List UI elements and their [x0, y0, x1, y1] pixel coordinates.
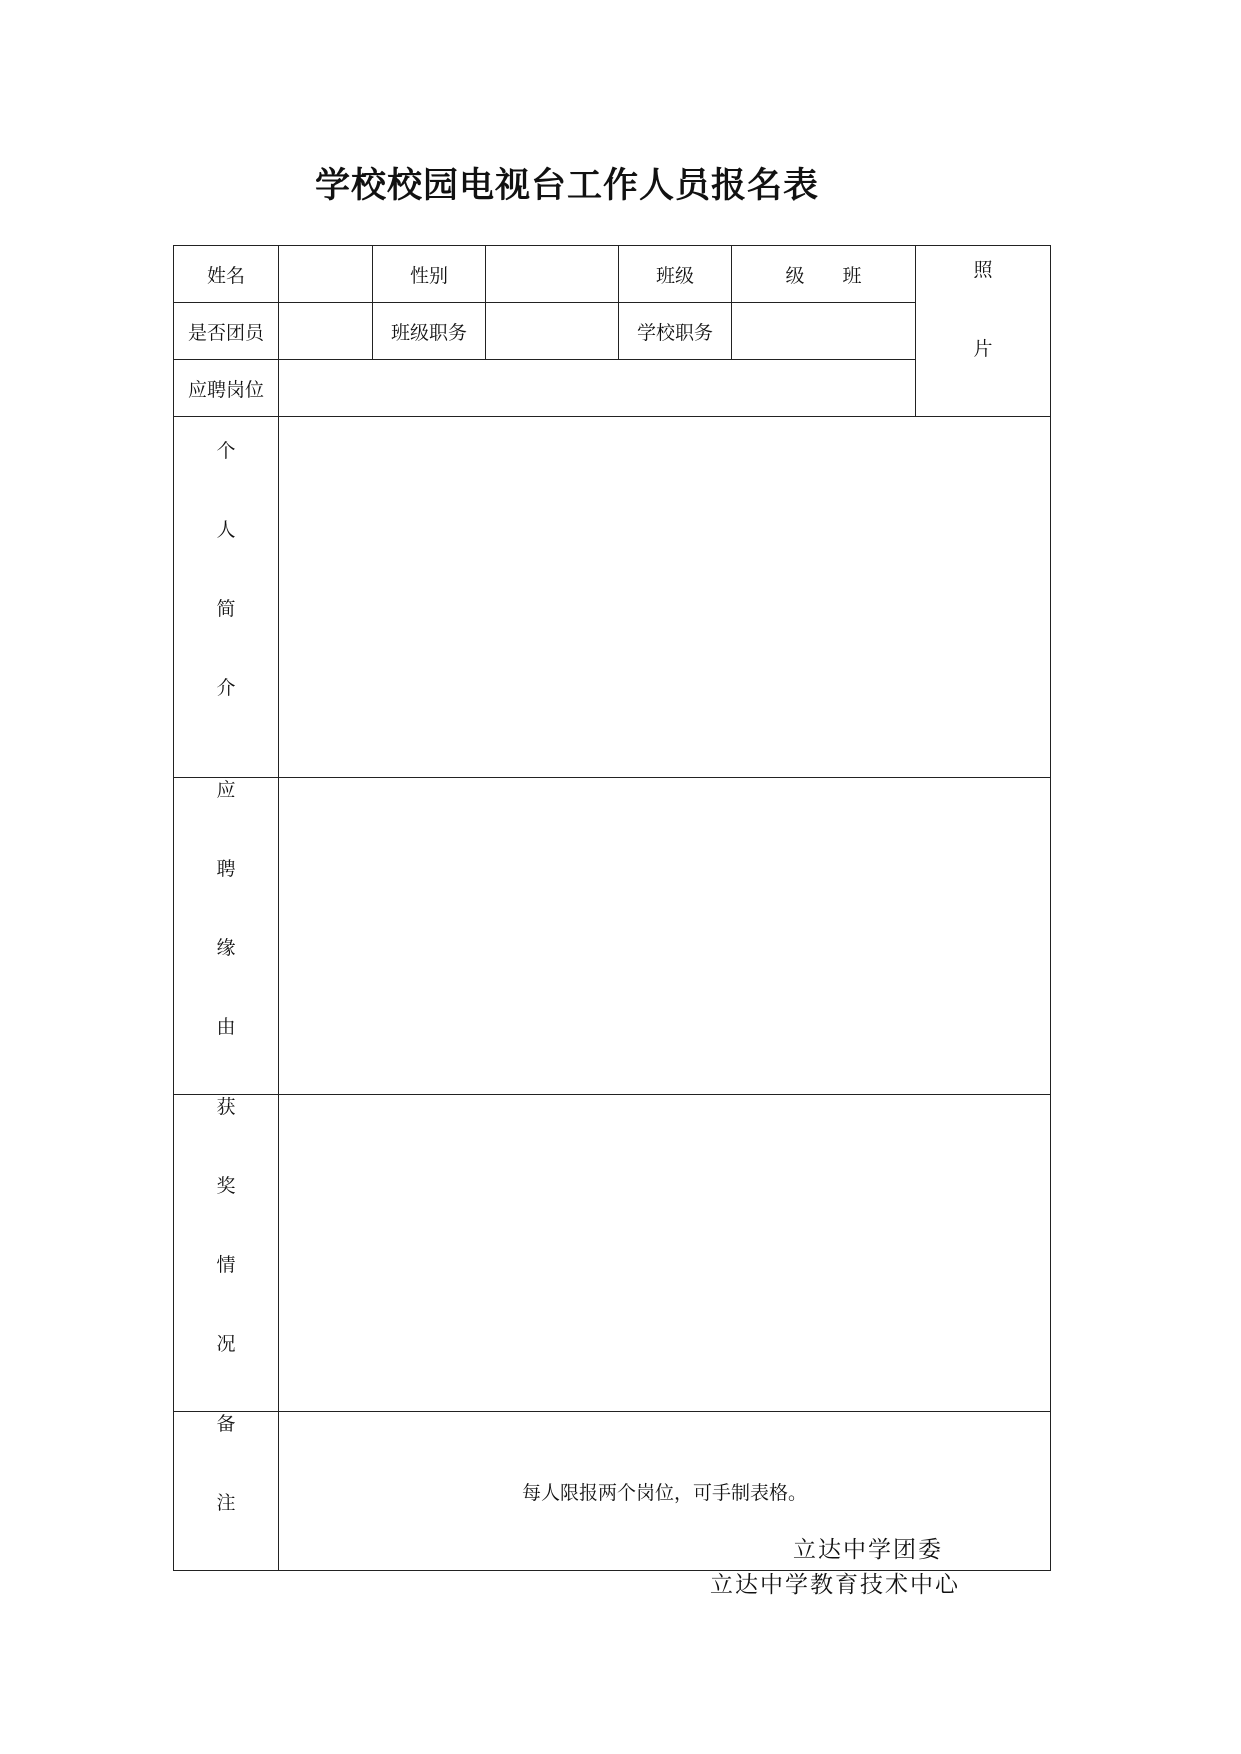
- school-duty-label: 学校职务: [619, 303, 732, 360]
- remarks-char-2: 注: [216, 1492, 236, 1514]
- reason-char-4: 由: [216, 1016, 236, 1038]
- photo-char-1: 照: [973, 259, 993, 281]
- school-duty-field[interactable]: [732, 303, 916, 360]
- form-title: 学校校园电视台工作人员报名表: [314, 165, 819, 206]
- name-label: 姓名: [174, 246, 279, 303]
- class-label: 班级: [619, 246, 732, 303]
- reason-label: [174, 778, 279, 1095]
- class-duty-label: 班级职务: [373, 303, 486, 360]
- intro-field[interactable]: [279, 417, 1051, 778]
- intro-char-3: 简: [216, 598, 236, 620]
- intro-label: [174, 417, 279, 778]
- row-intro: [174, 417, 1051, 778]
- remarks-char-1: 备: [216, 1413, 236, 1435]
- awards-char-1: 获: [216, 1096, 236, 1118]
- row-name: [174, 246, 1051, 303]
- photo-char-2: 片: [973, 338, 993, 360]
- awards-char-3: 情: [216, 1254, 236, 1276]
- registration-form-table: [173, 245, 1051, 1571]
- row-reason: [174, 778, 1051, 1095]
- signature-league-committee: 立达中学团委: [793, 1537, 943, 1563]
- signature-tech-center: 立达中学教育技术中心: [710, 1572, 960, 1598]
- league-member-label: 是否团员: [174, 303, 279, 360]
- awards-char-2: 奖: [216, 1175, 236, 1197]
- class-field-text: 级 班: [785, 264, 862, 287]
- name-field[interactable]: [279, 246, 373, 303]
- gender-label: 性别: [373, 246, 486, 303]
- awards-field[interactable]: [279, 1095, 1051, 1412]
- intro-char-1: 个: [216, 440, 236, 462]
- gender-field[interactable]: [486, 246, 619, 303]
- reason-char-3: 缘: [216, 937, 236, 959]
- reason-char-1: 应: [216, 779, 236, 801]
- intro-char-2: 人: [216, 519, 236, 541]
- awards-char-4: 况: [216, 1333, 236, 1355]
- awards-label: [174, 1095, 279, 1412]
- remarks-label: [174, 1412, 279, 1571]
- reason-field[interactable]: [279, 778, 1051, 1095]
- row-awards: [174, 1095, 1051, 1412]
- class-duty-field[interactable]: [486, 303, 619, 360]
- photo-box[interactable]: [916, 246, 1051, 417]
- intro-char-4: 介: [216, 677, 236, 699]
- position-label: 应聘岗位: [174, 360, 279, 417]
- remarks-field[interactable]: 每人限报两个岗位，可手制表格。: [279, 1412, 1051, 1571]
- class-field[interactable]: [732, 246, 916, 303]
- league-member-field[interactable]: [279, 303, 373, 360]
- reason-char-2: 聘: [216, 858, 236, 880]
- position-field[interactable]: [279, 360, 916, 417]
